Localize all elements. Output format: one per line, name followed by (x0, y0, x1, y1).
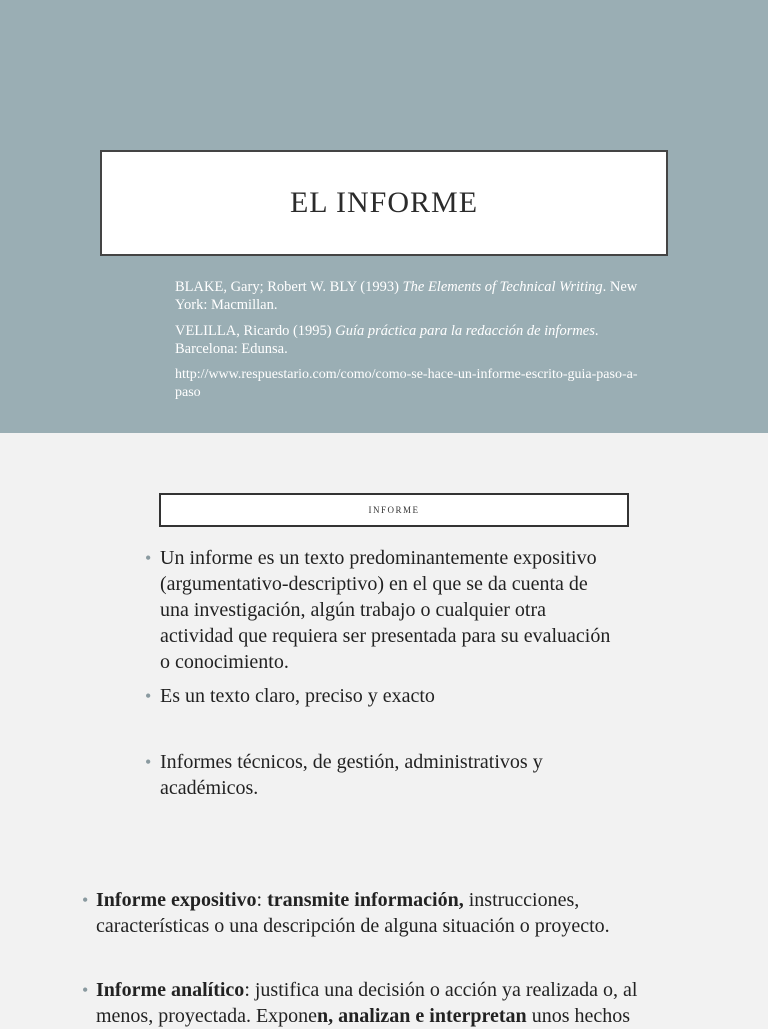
bullet-text: Un informe es un texto predominantemente expositivo (argumentativo-descriptivo) en el que se da cuenta de una investigación, algún trabajo o cualquier otra actividad que requiera ser presentada para su evaluación o conocimiento. (160, 547, 611, 673)
bullet-icon: • (145, 752, 152, 772)
type-description: unos hechos (526, 1005, 631, 1027)
slide-informe (0, 433, 768, 1027)
subtitle-box (159, 493, 629, 527)
list-item (82, 887, 682, 939)
list-item (145, 749, 615, 801)
reference-authors: VELILLA, Ricardo (1995) (175, 323, 336, 339)
type-description: : justifica una decisión o acción ya realizada o, al menos, proyectada. Expone (96, 979, 638, 1027)
reference-authors: BLAKE, Gary; Robert W. BLY (1993) (175, 279, 403, 295)
list-item (145, 545, 615, 675)
bullet-text: Es un texto claro, preciso y exacto (160, 685, 435, 707)
reference-publisher: . Barcelona: Edunsa. (175, 323, 599, 357)
reference-title: Guía práctica para la redacción de informes (335, 323, 595, 339)
title-box (100, 150, 668, 256)
bullet-icon: • (145, 686, 152, 706)
reference-title: The Elements of Technical Writing (402, 279, 603, 295)
bullet-text: Informes técnicos, de gestión, administrativos y académicos. (160, 751, 543, 799)
separator: : (256, 889, 268, 911)
list-item (82, 977, 682, 1029)
reference-publisher: . New York: Macmillan. (175, 279, 638, 313)
type-description: instrucciones, características o una descripción de alguna situación o proyecto. (96, 889, 610, 937)
reference-item (175, 322, 655, 358)
type-label: Informe expositivo (96, 889, 257, 911)
references (175, 278, 655, 410)
type-emphasis: n, analizan e interpretan (317, 1005, 527, 1027)
reference-url[interactable]: http://www.respuestario.com/como/como-se-hace-un-informe-escrito-guia-paso-a-paso (175, 367, 638, 400)
type-emphasis: transmite información, (267, 889, 464, 911)
slide-title-text: EL INFORME (289, 186, 479, 219)
slide-title (0, 0, 768, 433)
report-types-list (82, 887, 682, 1029)
bullet-icon: • (82, 980, 89, 1000)
bullet-icon: • (82, 890, 89, 910)
bullet-icon: • (145, 548, 152, 568)
type-label: Informe analítico (96, 979, 245, 1001)
list-item (145, 683, 615, 709)
slide-subtitle: INFORME (368, 505, 420, 515)
reference-item (175, 278, 655, 314)
bullet-list (145, 545, 615, 801)
